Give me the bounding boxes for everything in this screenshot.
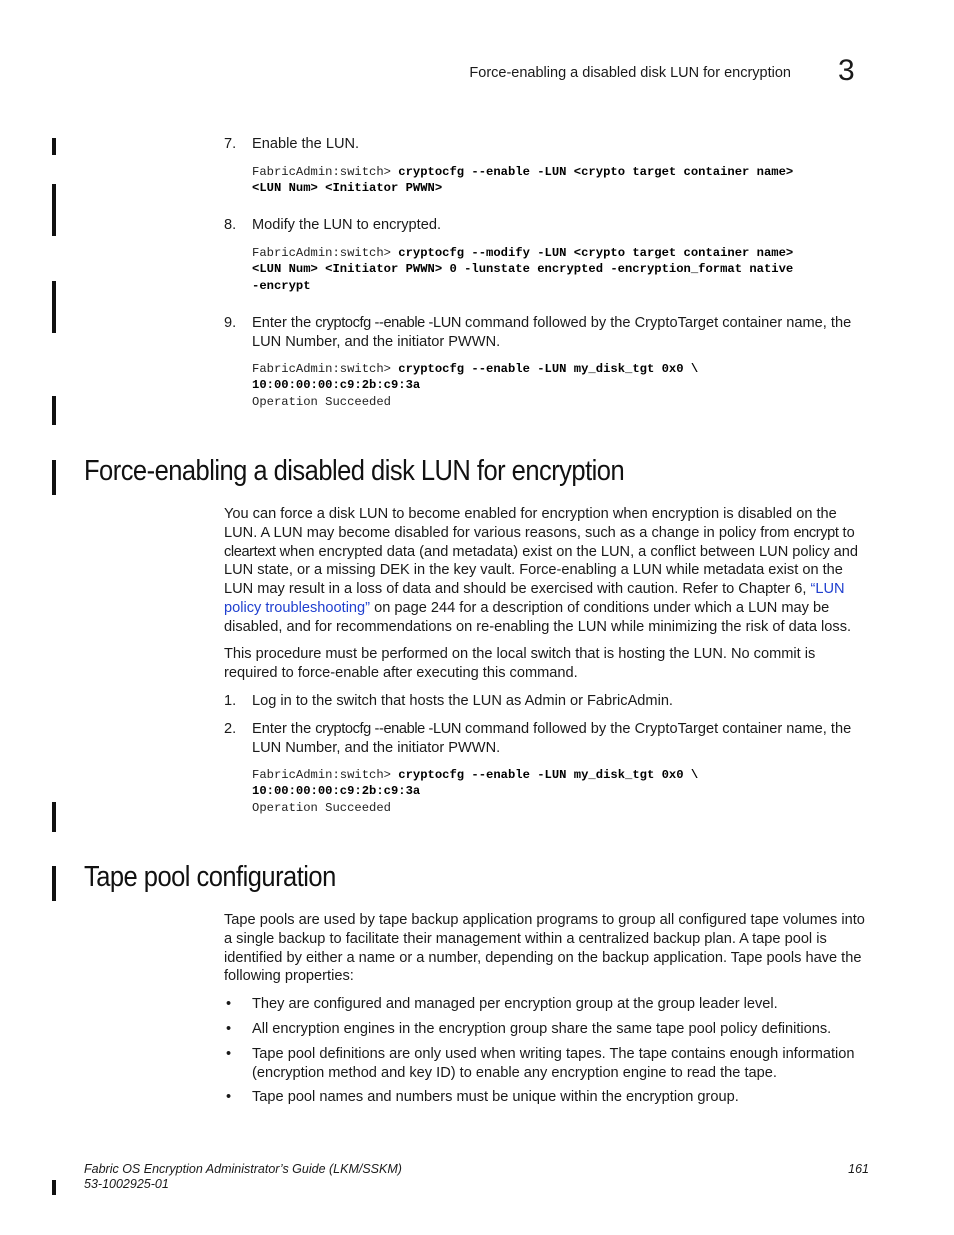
step-9 bbox=[224, 314, 874, 354]
bullet-symbol: • bbox=[226, 1021, 232, 1037]
list-item: • All encryption engines in the encryption group share the same tape pool policy definitions. bbox=[226, 1021, 832, 1037]
section-heading-force-enabling: Force-enabling a disabled disk LUN for encryption bbox=[84, 455, 625, 487]
change-bar bbox=[52, 281, 56, 333]
step-8 bbox=[224, 216, 874, 236]
step-text: Modify the LUN to encrypted. bbox=[252, 217, 441, 233]
change-bar bbox=[52, 460, 56, 495]
section1-step-1 bbox=[224, 692, 874, 712]
step-number: 7. bbox=[224, 136, 237, 152]
step-number: 9. bbox=[224, 315, 237, 331]
command-name: cryptocfg bbox=[315, 315, 371, 331]
section2-paragraph-1: Tape pools are used by tape backup application programs to group all configured tape volumes into a single backup to facilitate their management within a centralized backup plan. A tape pool is identified by either a name or a number, depending on the backup application. Tape pools have the following properties: bbox=[224, 912, 865, 985]
command-name: cryptocfg bbox=[315, 721, 371, 737]
step-text: Enter the cryptocfg --enable -LUN command followed by the CryptoTarget container name, the LUN Number, and the initiator PWWN. bbox=[252, 721, 852, 756]
section1-paragraph-2: This procedure must be performed on the local switch that is hosting the LUN. No commit is required to force-enable after executing this command. bbox=[224, 646, 816, 681]
page-number: 161 bbox=[848, 1162, 869, 1176]
command-name: encrypt bbox=[793, 524, 839, 541]
change-bar bbox=[52, 184, 56, 236]
change-bar bbox=[52, 1180, 56, 1195]
list-item: • Tape pool definitions are only used when writing tapes. The tape contains enough information (encryption method and key ID) to enable any encryption engine to read the tape. bbox=[226, 1046, 855, 1081]
change-bar bbox=[52, 396, 56, 425]
step-number: 1. bbox=[224, 693, 237, 709]
change-bar bbox=[52, 866, 56, 901]
code-block-section1: FabricAdmin:switch> cryptocfg --enable -LUN my_disk_tgt 0x0 \ 10:00:00:00:c9:2b:c9:3a Operation Succeeded bbox=[252, 768, 699, 815]
footer-book-title: Fabric OS Encryption Administrator’s Guide (LKM/SSKM) bbox=[84, 1162, 402, 1176]
step-text: Log in to the switch that hosts the LUN as Admin or FabricAdmin. bbox=[252, 693, 673, 709]
bullet-symbol: • bbox=[226, 1046, 232, 1062]
section1-step-2 bbox=[224, 720, 874, 760]
command-name: cleartext bbox=[224, 543, 276, 560]
step-text: Enter the cryptocfg --enable -LUN command followed by the CryptoTarget container name, the LUN Number, and the initiator PWWN. bbox=[252, 315, 852, 350]
code-block-step-9: FabricAdmin:switch> cryptocfg --enable -LUN my_disk_tgt 0x0 \ 10:00:00:00:c9:2b:c9:3a Operation Succeeded bbox=[252, 362, 699, 409]
cross-reference-link[interactable]: “LUN policy troubleshooting” bbox=[224, 581, 845, 616]
section1-paragraph-1: You can force a disk LUN to become enabled for encryption when encryption is disabled on the LUN. A LUN may become disabled for various reasons, such as a change in policy from encrypt to cleartext when encrypted data (and metadata) exist on the LUN, a conflict between LUN policy and LUN state, or a missing DEK in the key vault. Force-enabling a LUN while metadata exist on the LUN may result in a loss of data and should be exercised with caution. Refer to Chapter 6, “LUN policy troubleshooting” on page 244 for a description of conditions under which a LUN may be disabled, and for recommendations on re-enabling the LUN while minimizing the risk of data loss. bbox=[224, 506, 859, 635]
step-number: 2. bbox=[224, 721, 237, 737]
section-heading-tape-pool: Tape pool configuration bbox=[84, 861, 336, 893]
list-item: • Tape pool names and numbers must be unique within the encryption group. bbox=[226, 1089, 739, 1105]
step-7 bbox=[224, 135, 874, 155]
running-header-title: Force-enabling a disabled disk LUN for encryption bbox=[469, 65, 791, 81]
code-block-step-8: FabricAdmin:switch> cryptocfg --modify -LUN <crypto target container name> <LUN Num> <Initiator PWWN> 0 -lunstate encrypted -encryption_format native -encrypt bbox=[252, 246, 794, 293]
code-block-step-7: FabricAdmin:switch> cryptocfg --enable -LUN <crypto target container name> <LUN Num> <Initiator PWWN> bbox=[252, 165, 794, 196]
chapter-number: 3 bbox=[838, 54, 855, 87]
bullet-symbol: • bbox=[226, 1089, 232, 1105]
footer-doc-number: 53-1002925-01 bbox=[84, 1177, 169, 1191]
step-text: Enable the LUN. bbox=[252, 136, 360, 152]
list-item: • They are configured and managed per encryption group at the group leader level. bbox=[226, 996, 778, 1012]
change-bar bbox=[52, 138, 56, 155]
change-bar bbox=[52, 802, 56, 832]
step-number: 8. bbox=[224, 217, 237, 233]
bullet-symbol: • bbox=[226, 996, 232, 1012]
